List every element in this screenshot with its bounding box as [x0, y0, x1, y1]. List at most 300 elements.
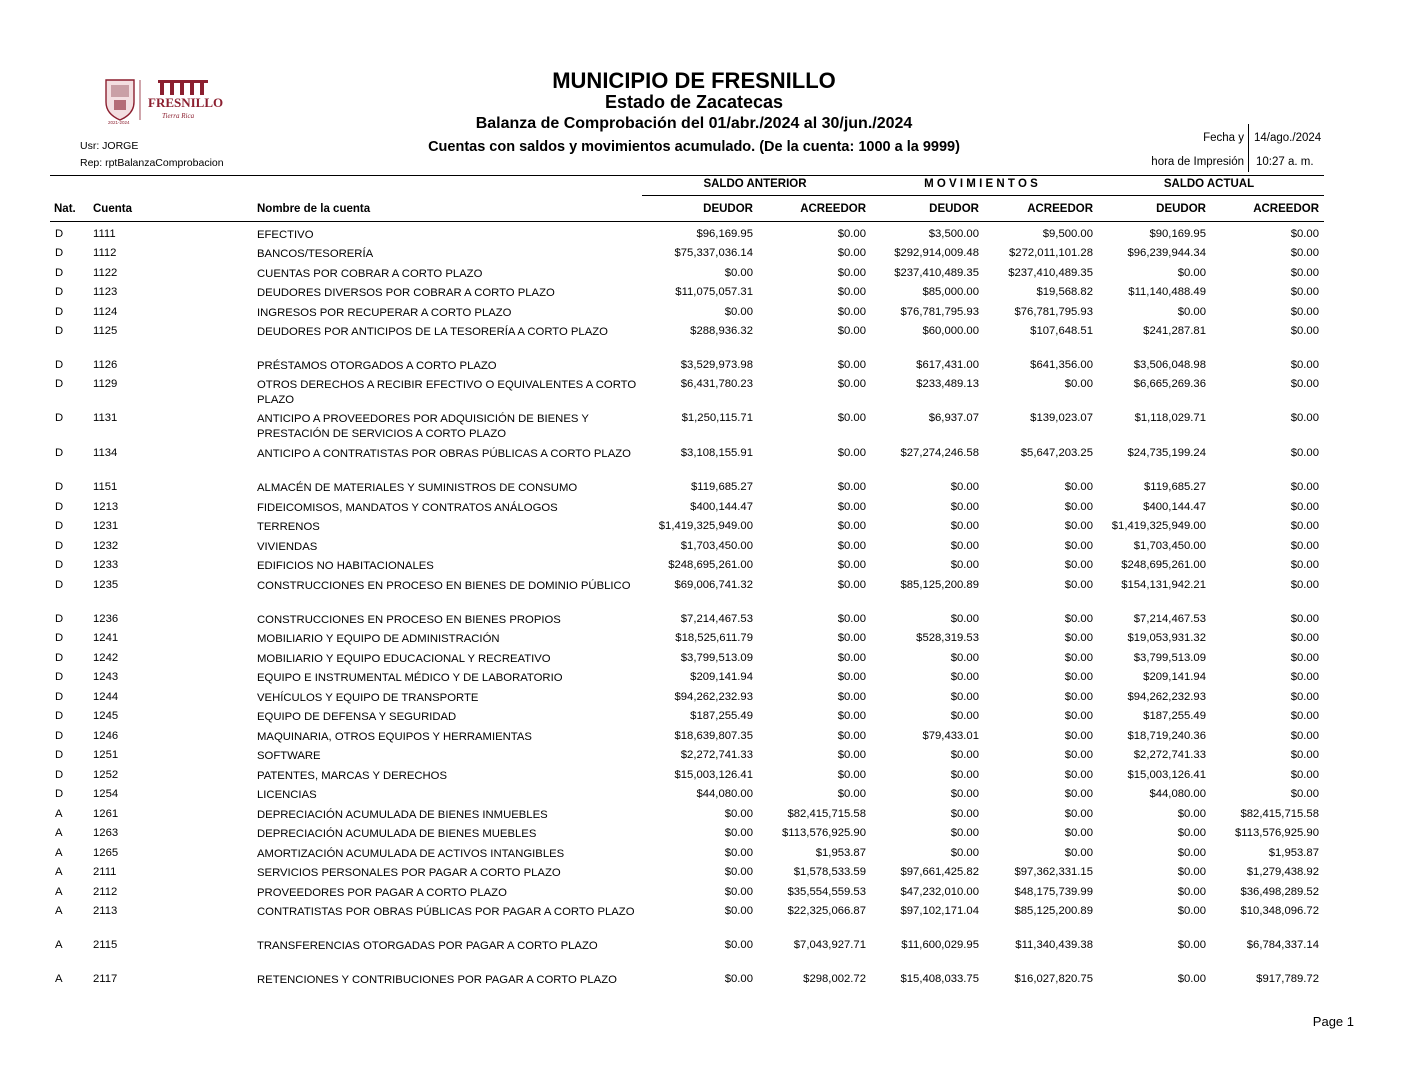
movimientos-acreedor: $641,356.00 [1030, 359, 1093, 371]
saldo-anterior-deudor: $15,003,126.41 [674, 769, 753, 781]
user-label: Usr: JORGE [80, 140, 139, 152]
movimientos-deudor: $0.00 [950, 501, 979, 513]
page-subtitle: Estado de Zacatecas [604, 92, 784, 112]
header-top-rule [50, 175, 1324, 176]
saldo-actual-acreedor: $0.00 [1290, 632, 1319, 644]
saldo-actual-deudor: $94,262,232.93 [1127, 691, 1206, 703]
saldo-actual-acreedor: $0.00 [1290, 749, 1319, 761]
movimientos-deudor: $76,781,795.93 [900, 306, 979, 318]
saldo-actual-deudor: $19,053,931.32 [1127, 632, 1206, 644]
movimientos-acreedor: $139,023.07 [1030, 412, 1093, 424]
saldo-actual-acreedor: $82,415,715.58 [1240, 808, 1319, 820]
saldo-anterior-acreedor: $0.00 [837, 652, 866, 664]
nat-cell: D [55, 749, 64, 761]
saldo-anterior-deudor: $1,250,115.71 [681, 412, 753, 424]
saldo-actual-deudor: $44,080.00 [1149, 788, 1206, 800]
col-sa-acreedor: ACREEDOR [800, 203, 866, 215]
saldo-actual-deudor: $0.00 [1177, 267, 1206, 279]
account-code: 1122 [93, 267, 118, 279]
saldo-anterior-deudor: $44,080.00 [696, 788, 753, 800]
saldo-anterior-deudor: $0.00 [724, 905, 753, 917]
saldo-anterior-acreedor: $35,554,559.53 [787, 886, 866, 898]
account-name: DEUDORES POR ANTICIPOS DE LA TESORERÍA A CORTO PLAZO [257, 326, 608, 338]
nat-cell: D [55, 652, 64, 664]
movimientos-deudor: $233,489.13 [916, 378, 979, 390]
saldo-anterior-acreedor: $0.00 [837, 632, 866, 644]
movimientos-acreedor: $0.00 [1064, 520, 1093, 532]
nat-cell: A [55, 939, 63, 951]
account-name: ANTICIPO A PROVEEDORES POR ADQUISICIÓN DE BIENES Y PRESTACIÓN DE SERVICIOS A CORTO PLAZO [257, 413, 589, 440]
nat-cell: D [55, 540, 64, 552]
nat-cell: D [55, 481, 64, 493]
account-code: 1252 [93, 769, 119, 781]
saldo-actual-deudor: $1,703,450.00 [1133, 540, 1206, 552]
report-name: Rep: rptBalanzaComprobacion [80, 157, 224, 169]
account-name: OTROS DERECHOS A RECIBIR EFECTIVO O EQUIVALENTES A CORTO PLAZO [257, 379, 637, 406]
nat-cell: D [55, 501, 64, 513]
movimientos-deudor: $617,431.00 [916, 359, 979, 371]
saldo-actual-acreedor: $0.00 [1290, 579, 1319, 591]
saldo-anterior-deudor: $69,006,741.32 [674, 579, 753, 591]
saldo-anterior-acreedor: $0.00 [837, 559, 866, 571]
account-code: 1246 [93, 730, 119, 742]
account-code: 1235 [93, 579, 119, 591]
saldo-actual-acreedor: $0.00 [1290, 378, 1319, 390]
nat-cell: A [55, 866, 63, 878]
saldo-actual-deudor: $2,272,741.33 [1133, 749, 1206, 761]
movimientos-acreedor: $5,647,203.25 [1020, 447, 1093, 459]
account-name: DEPRECIACIÓN ACUMULADA DE BIENES INMUEBLES [257, 809, 548, 821]
saldo-anterior-acreedor: $82,415,715.58 [787, 808, 866, 820]
movimientos-deudor: $3,500.00 [928, 228, 979, 240]
movimientos-acreedor: $0.00 [1064, 481, 1093, 493]
movimientos-deudor: $0.00 [950, 847, 979, 859]
saldo-anterior-deudor: $7,214,467.53 [680, 613, 753, 625]
saldo-actual-deudor: $0.00 [1177, 905, 1206, 917]
saldo-anterior-deudor: $0.00 [724, 267, 753, 279]
col-mv-acreedor: ACREEDOR [1027, 203, 1093, 215]
account-name: EQUIPO E INSTRUMENTAL MÉDICO Y DE LABORATORIO [257, 672, 563, 684]
movimientos-acreedor: $0.00 [1064, 749, 1093, 761]
col-nat: Nat. [54, 203, 76, 215]
logo-years: 2021-2024 [108, 120, 130, 125]
movimientos-deudor: $60,000.00 [922, 325, 979, 337]
account-code: 1254 [93, 788, 119, 800]
saldo-actual-acreedor: $0.00 [1290, 267, 1319, 279]
saldo-anterior-deudor: $1,419,325,949.00 [658, 520, 753, 532]
movimientos-deudor: $237,410,489.35 [894, 267, 979, 279]
saldo-actual-acreedor: $0.00 [1290, 306, 1319, 318]
nat-cell: D [55, 632, 64, 644]
saldo-anterior-acreedor: $298,002.72 [803, 973, 866, 985]
movimientos-acreedor: $48,175,739.99 [1014, 886, 1093, 898]
account-code: 1134 [93, 447, 118, 459]
saldo-actual-deudor: $1,118,029.71 [1134, 412, 1206, 424]
saldo-actual-deudor: $3,506,048.98 [1133, 359, 1206, 371]
movimientos-deudor: $0.00 [950, 671, 979, 683]
movimientos-acreedor: $237,410,489.35 [1008, 267, 1093, 279]
account-name: PROVEEDORES POR PAGAR A CORTO PLAZO [257, 887, 507, 899]
report-scope: Cuentas con saldos y movimientos acumulado. (De la cuenta: 1000 a la 9999) [428, 139, 960, 155]
nat-cell: D [55, 267, 64, 279]
saldo-actual-deudor: $0.00 [1177, 866, 1206, 878]
account-name: SERVICIOS PERSONALES POR PAGAR A CORTO PLAZO [257, 867, 561, 879]
saldo-actual-acreedor: $1,279,438.92 [1246, 866, 1319, 878]
account-name: EFECTIVO [257, 229, 314, 241]
page-number: Page 1 [1312, 1014, 1354, 1029]
saldo-anterior-acreedor: $0.00 [837, 540, 866, 552]
saldo-anterior-deudor: $187,255.49 [690, 710, 753, 722]
header-bottom-rule [50, 221, 1324, 222]
saldo-anterior-deudor: $94,262,232.93 [674, 691, 753, 703]
nat-cell: D [55, 579, 64, 591]
nat-cell: A [55, 808, 63, 820]
saldo-anterior-acreedor: $0.00 [837, 769, 866, 781]
saldo-anterior-acreedor: $22,325,066.87 [787, 905, 866, 917]
nat-cell: D [55, 359, 64, 371]
saldo-anterior-deudor: $288,936.32 [690, 325, 753, 337]
account-name: PRÉSTAMOS OTORGADOS A CORTO PLAZO [257, 360, 497, 372]
saldo-anterior-deudor: $0.00 [724, 306, 753, 318]
saldo-actual-deudor: $187,255.49 [1143, 710, 1206, 722]
nat-cell: D [55, 769, 64, 781]
account-name: MAQUINARIA, OTROS EQUIPOS Y HERRAMIENTAS [257, 731, 532, 743]
nat-cell: D [55, 788, 64, 800]
col-nombre: Nombre de la cuenta [257, 203, 371, 215]
account-name: CONSTRUCCIONES EN PROCESO EN BIENES DE DOMINIO PÚBLICO [257, 580, 631, 592]
account-name: ALMACÉN DE MATERIALES Y SUMINISTROS DE CONSUMO [257, 482, 578, 494]
account-code: 2111 [93, 866, 117, 878]
saldo-anterior-acreedor: $0.00 [837, 613, 866, 625]
account-name: ANTICIPO A CONTRATISTAS POR OBRAS PÚBLICAS A CORTO PLAZO [257, 448, 631, 460]
saldo-actual-deudor: $90,169.95 [1149, 228, 1206, 240]
saldo-anterior-acreedor: $0.00 [837, 691, 866, 703]
account-name: CUENTAS POR COBRAR A CORTO PLAZO [257, 268, 483, 280]
account-name: VIVIENDAS [257, 541, 318, 553]
time-separator [1248, 154, 1249, 172]
account-code: 2117 [93, 973, 118, 985]
saldo-actual-deudor: $11,140,488.49 [1128, 286, 1206, 298]
movimientos-acreedor: $0.00 [1064, 378, 1093, 390]
saldo-anterior-acreedor: $0.00 [837, 378, 866, 390]
nat-cell: D [55, 325, 64, 337]
date-label: Fecha y [1203, 132, 1244, 144]
nat-cell: A [55, 973, 63, 985]
saldo-anterior-deudor: $0.00 [724, 847, 753, 859]
saldo-actual-acreedor: $0.00 [1290, 286, 1319, 298]
saldo-actual-deudor: $0.00 [1177, 886, 1206, 898]
movimientos-deudor: $0.00 [950, 749, 979, 761]
account-code: 1129 [93, 378, 118, 390]
saldo-actual-deudor: $0.00 [1177, 306, 1206, 318]
movimientos-acreedor: $0.00 [1064, 559, 1093, 571]
movimientos-deudor: $97,102,171.04 [900, 905, 979, 917]
col-sc-deudor: DEUDOR [1156, 203, 1206, 215]
movimientos-acreedor: $0.00 [1064, 769, 1093, 781]
movimientos-acreedor: $0.00 [1064, 691, 1093, 703]
saldo-anterior-acreedor: $0.00 [837, 247, 866, 259]
movimientos-acreedor: $11,340,439.38 [1015, 939, 1093, 951]
saldo-actual-deudor: $0.00 [1177, 808, 1206, 820]
nat-cell: D [55, 228, 64, 240]
saldo-anterior-deudor: $0.00 [724, 886, 753, 898]
movimientos-acreedor: $0.00 [1064, 579, 1093, 591]
saldo-actual-deudor: $6,665,269.36 [1133, 378, 1206, 390]
nat-cell: D [55, 520, 64, 532]
saldo-actual-acreedor: $0.00 [1290, 412, 1319, 424]
saldo-actual-deudor: $119,685.27 [1144, 481, 1206, 493]
account-code: 1233 [93, 559, 119, 571]
saldo-anterior-deudor: $11,075,057.31 [675, 286, 753, 298]
account-name: MOBILIARIO Y EQUIPO EDUCACIONAL Y RECREATIVO [257, 653, 551, 665]
nat-cell: D [55, 671, 64, 683]
col-sc-acreedor: ACREEDOR [1253, 203, 1319, 215]
saldo-anterior-acreedor: $0.00 [837, 520, 866, 532]
nat-cell: D [55, 412, 64, 424]
saldo-anterior-deudor: $18,525,611.79 [675, 632, 753, 644]
movimientos-acreedor: $0.00 [1064, 540, 1093, 552]
nat-cell: D [55, 730, 64, 742]
saldo-anterior-acreedor: $0.00 [837, 730, 866, 742]
logo-tagline: Tierra Rica [162, 112, 195, 120]
col-mv-deudor: DEUDOR [929, 203, 979, 215]
movimientos-deudor: $11,600,029.95 [901, 939, 979, 951]
nat-cell: D [55, 691, 64, 703]
saldo-anterior-acreedor: $0.00 [837, 359, 866, 371]
movimientos-deudor: $15,408,033.75 [900, 973, 979, 985]
saldo-actual-deudor: $1,419,325,949.00 [1111, 520, 1206, 532]
saldo-actual-acreedor: $0.00 [1290, 501, 1319, 513]
movimientos-acreedor: $0.00 [1064, 808, 1093, 820]
account-code: 1123 [93, 286, 118, 298]
movimientos-deudor: $6,937.07 [928, 412, 979, 424]
saldo-anterior-acreedor: $0.00 [837, 749, 866, 761]
saldo-actual-deudor: $3,799,513.09 [1133, 652, 1206, 664]
saldo-actual-deudor: $248,695,261.00 [1121, 559, 1206, 571]
account-name: FIDEICOMISOS, MANDATOS Y CONTRATOS ANÁLOGOS [257, 502, 558, 514]
movimientos-acreedor: $0.00 [1064, 710, 1093, 722]
account-name: MOBILIARIO Y EQUIPO DE ADMINISTRACIÓN [257, 633, 500, 645]
group-movimientos: M O V I M I E N T O S [924, 178, 1038, 190]
saldo-anterior-deudor: $18,639,807.35 [674, 730, 753, 742]
saldo-actual-acreedor: $917,789.72 [1256, 973, 1319, 985]
account-code: 1112 [93, 247, 117, 259]
account-name: CONTRATISTAS POR OBRAS PÚBLICAS POR PAGAR A CORTO PLAZO [257, 906, 635, 918]
movimientos-acreedor: $76,781,795.93 [1014, 306, 1093, 318]
account-code: 1236 [93, 613, 119, 625]
saldo-anterior-acreedor: $0.00 [837, 286, 866, 298]
date-value: 14/ago./2024 [1254, 132, 1322, 144]
movimientos-deudor: $528,319.53 [916, 632, 979, 644]
saldo-actual-acreedor: $0.00 [1290, 691, 1319, 703]
saldo-actual-acreedor: $0.00 [1290, 710, 1319, 722]
account-code: 1151 [93, 481, 118, 493]
saldo-actual-acreedor: $6,784,337.14 [1246, 939, 1319, 951]
saldo-actual-deudor: $0.00 [1177, 973, 1206, 985]
movimientos-acreedor: $0.00 [1064, 827, 1093, 839]
saldo-anterior-acreedor: $7,043,927.71 [793, 939, 866, 951]
movimientos-deudor: $0.00 [950, 769, 979, 781]
movimientos-deudor: $0.00 [950, 808, 979, 820]
saldo-actual-acreedor: $0.00 [1290, 559, 1319, 571]
saldo-actual-deudor: $15,003,126.41 [1127, 769, 1206, 781]
account-code: 1251 [93, 749, 119, 761]
movimientos-deudor: $0.00 [950, 710, 979, 722]
saldo-anterior-deudor: $6,431,780.23 [680, 378, 753, 390]
saldo-anterior-deudor: $0.00 [724, 939, 753, 951]
saldo-anterior-deudor: $3,799,513.09 [680, 652, 753, 664]
saldo-actual-acreedor: $0.00 [1290, 520, 1319, 532]
movimientos-acreedor: $0.00 [1064, 788, 1093, 800]
group-saldo-actual: SALDO ACTUAL [1163, 178, 1255, 190]
movimientos-acreedor: $0.00 [1064, 847, 1093, 859]
account-name: SOFTWARE [257, 750, 321, 762]
saldo-actual-acreedor: $0.00 [1290, 481, 1319, 493]
movimientos-acreedor: $0.00 [1064, 671, 1093, 683]
saldo-anterior-deudor: $96,169.95 [696, 228, 753, 240]
saldo-anterior-acreedor: $0.00 [837, 412, 866, 424]
saldo-anterior-acreedor: $0.00 [837, 579, 866, 591]
account-code: 1242 [93, 652, 119, 664]
saldo-actual-deudor: $0.00 [1177, 827, 1206, 839]
saldo-actual-deudor: $209,141.94 [1143, 671, 1206, 683]
account-name: BANCOS/TESORERÍA [257, 248, 374, 260]
movimientos-deudor: $0.00 [950, 559, 979, 571]
account-name: TERRENOS [257, 521, 320, 533]
col-cuenta: Cuenta [93, 203, 132, 215]
saldo-actual-acreedor: $0.00 [1290, 613, 1319, 625]
saldo-actual-acreedor: $113,576,925.90 [1235, 827, 1319, 839]
saldo-actual-deudor: $24,735,199.24 [1127, 447, 1206, 459]
saldo-actual-acreedor: $0.00 [1290, 540, 1319, 552]
nat-cell: A [55, 847, 63, 859]
movimientos-deudor: $292,914,009.48 [894, 247, 979, 259]
account-code: 1131 [93, 412, 118, 424]
movimientos-deudor: $85,000.00 [922, 286, 979, 298]
movimientos-deudor: $27,274,246.58 [900, 447, 979, 459]
saldo-anterior-acreedor: $0.00 [837, 501, 866, 513]
saldo-anterior-acreedor: $0.00 [837, 671, 866, 683]
movimientos-acreedor: $0.00 [1064, 652, 1093, 664]
movimientos-deudor: $0.00 [950, 788, 979, 800]
saldo-anterior-acreedor: $1,953.87 [815, 847, 866, 859]
saldo-actual-acreedor: $0.00 [1290, 447, 1319, 459]
account-code: 1241 [93, 632, 119, 644]
saldo-actual-acreedor: $0.00 [1290, 769, 1319, 781]
account-code: 1111 [93, 228, 116, 240]
saldo-actual-deudor: $7,214,467.53 [1133, 613, 1206, 625]
account-name: DEUDORES DIVERSOS POR COBRAR A CORTO PLAZO [257, 287, 555, 299]
movimientos-acreedor: $107,648.51 [1030, 325, 1093, 337]
movimientos-deudor: $0.00 [950, 613, 979, 625]
saldo-actual-acreedor: $0.00 [1290, 247, 1319, 259]
saldo-actual-acreedor: $0.00 [1290, 788, 1319, 800]
account-code: 1245 [93, 710, 119, 722]
saldo-anterior-deudor: $400,144.47 [690, 501, 753, 513]
account-code: 1263 [93, 827, 119, 839]
page-title: MUNICIPIO DE FRESNILLO [552, 68, 836, 93]
saldo-actual-deudor: $0.00 [1177, 939, 1206, 951]
account-code: 1261 [93, 808, 119, 820]
account-code: 1243 [93, 671, 119, 683]
account-name: VEHÍCULOS Y EQUIPO DE TRANSPORTE [257, 692, 479, 704]
movimientos-deudor: $0.00 [950, 652, 979, 664]
account-name: INGRESOS POR RECUPERAR A CORTO PLAZO [257, 307, 512, 319]
saldo-actual-acreedor: $0.00 [1290, 359, 1319, 371]
saldo-anterior-acreedor: $0.00 [837, 481, 866, 493]
saldo-actual-deudor: $96,239,944.34 [1127, 247, 1206, 259]
saldo-actual-deudor: $18,719,240.36 [1127, 730, 1206, 742]
nat-cell: D [55, 613, 64, 625]
account-name: PATENTES, MARCAS Y DERECHOS [257, 770, 447, 782]
movimientos-acreedor: $85,125,200.89 [1014, 905, 1093, 917]
account-code: 1124 [93, 306, 118, 318]
saldo-anterior-deudor: $0.00 [724, 808, 753, 820]
saldo-anterior-acreedor: $0.00 [837, 306, 866, 318]
account-name: DEPRECIACIÓN ACUMULADA DE BIENES MUEBLES [257, 828, 537, 840]
movimientos-acreedor: $9,500.00 [1042, 228, 1093, 240]
account-name: EDIFICIOS NO HABITACIONALES [257, 560, 434, 572]
saldo-anterior-deudor: $0.00 [724, 827, 753, 839]
saldo-anterior-acreedor: $113,576,925.90 [782, 827, 866, 839]
account-name: AMORTIZACIÓN ACUMULADA DE ACTIVOS INTANGIBLES [257, 848, 565, 860]
saldo-anterior-deudor: $248,695,261.00 [668, 559, 753, 571]
movimientos-acreedor: $0.00 [1064, 501, 1093, 513]
movimientos-deudor: $0.00 [950, 691, 979, 703]
account-name: TRANSFERENCIAS OTORGADAS POR PAGAR A CORTO PLAZO [257, 940, 598, 952]
movimientos-deudor: $0.00 [950, 520, 979, 532]
saldo-anterior-acreedor: $0.00 [837, 325, 866, 337]
group-saldo-anterior: SALDO ANTERIOR [703, 178, 807, 190]
movimientos-acreedor: $97,362,331.15 [1014, 866, 1093, 878]
movimientos-deudor: $97,661,425.82 [900, 866, 979, 878]
account-code: 1125 [93, 325, 118, 337]
nat-cell: D [55, 306, 64, 318]
col-sa-deudor: DEUDOR [703, 203, 753, 215]
saldo-actual-acreedor: $1,953.87 [1268, 847, 1319, 859]
nat-cell: A [55, 827, 63, 839]
nat-cell: D [55, 247, 64, 259]
saldo-anterior-deudor: $0.00 [724, 866, 753, 878]
nat-cell: D [55, 710, 64, 722]
report-title: Balanza de Comprobación del 01/abr./2024 al 30/jun./2024 [475, 115, 913, 132]
account-name: EQUIPO DE DEFENSA Y SEGURIDAD [257, 711, 457, 723]
movimientos-deudor: $47,232,010.00 [900, 886, 979, 898]
saldo-anterior-deudor: $3,108,155.91 [680, 447, 753, 459]
saldo-actual-deudor: $241,287.81 [1143, 325, 1206, 337]
time-label: hora de Impresión [1151, 156, 1244, 168]
movimientos-acreedor: $272,011,101.28 [1009, 247, 1093, 259]
movimientos-deudor: $0.00 [950, 481, 979, 493]
logo-text: FRESNILLO [148, 95, 224, 110]
nat-cell: A [55, 886, 63, 898]
movimientos-acreedor: $0.00 [1064, 632, 1093, 644]
saldo-actual-deudor: $400,144.47 [1143, 501, 1206, 513]
saldo-anterior-acreedor: $0.00 [837, 267, 866, 279]
saldo-actual-acreedor: $0.00 [1290, 671, 1319, 683]
account-code: 1244 [93, 691, 119, 703]
movimientos-deudor: $79,433.01 [922, 730, 979, 742]
account-code: 1232 [93, 540, 119, 552]
nat-cell: D [55, 378, 64, 390]
saldo-anterior-deudor: $1,703,450.00 [680, 540, 753, 552]
account-code: 2113 [93, 905, 118, 917]
movimientos-acreedor: $0.00 [1064, 730, 1093, 742]
account-code: 2112 [93, 886, 118, 898]
movimientos-deudor: $0.00 [950, 827, 979, 839]
movimientos-deudor: $0.00 [950, 540, 979, 552]
account-name: LICENCIAS [257, 789, 317, 801]
